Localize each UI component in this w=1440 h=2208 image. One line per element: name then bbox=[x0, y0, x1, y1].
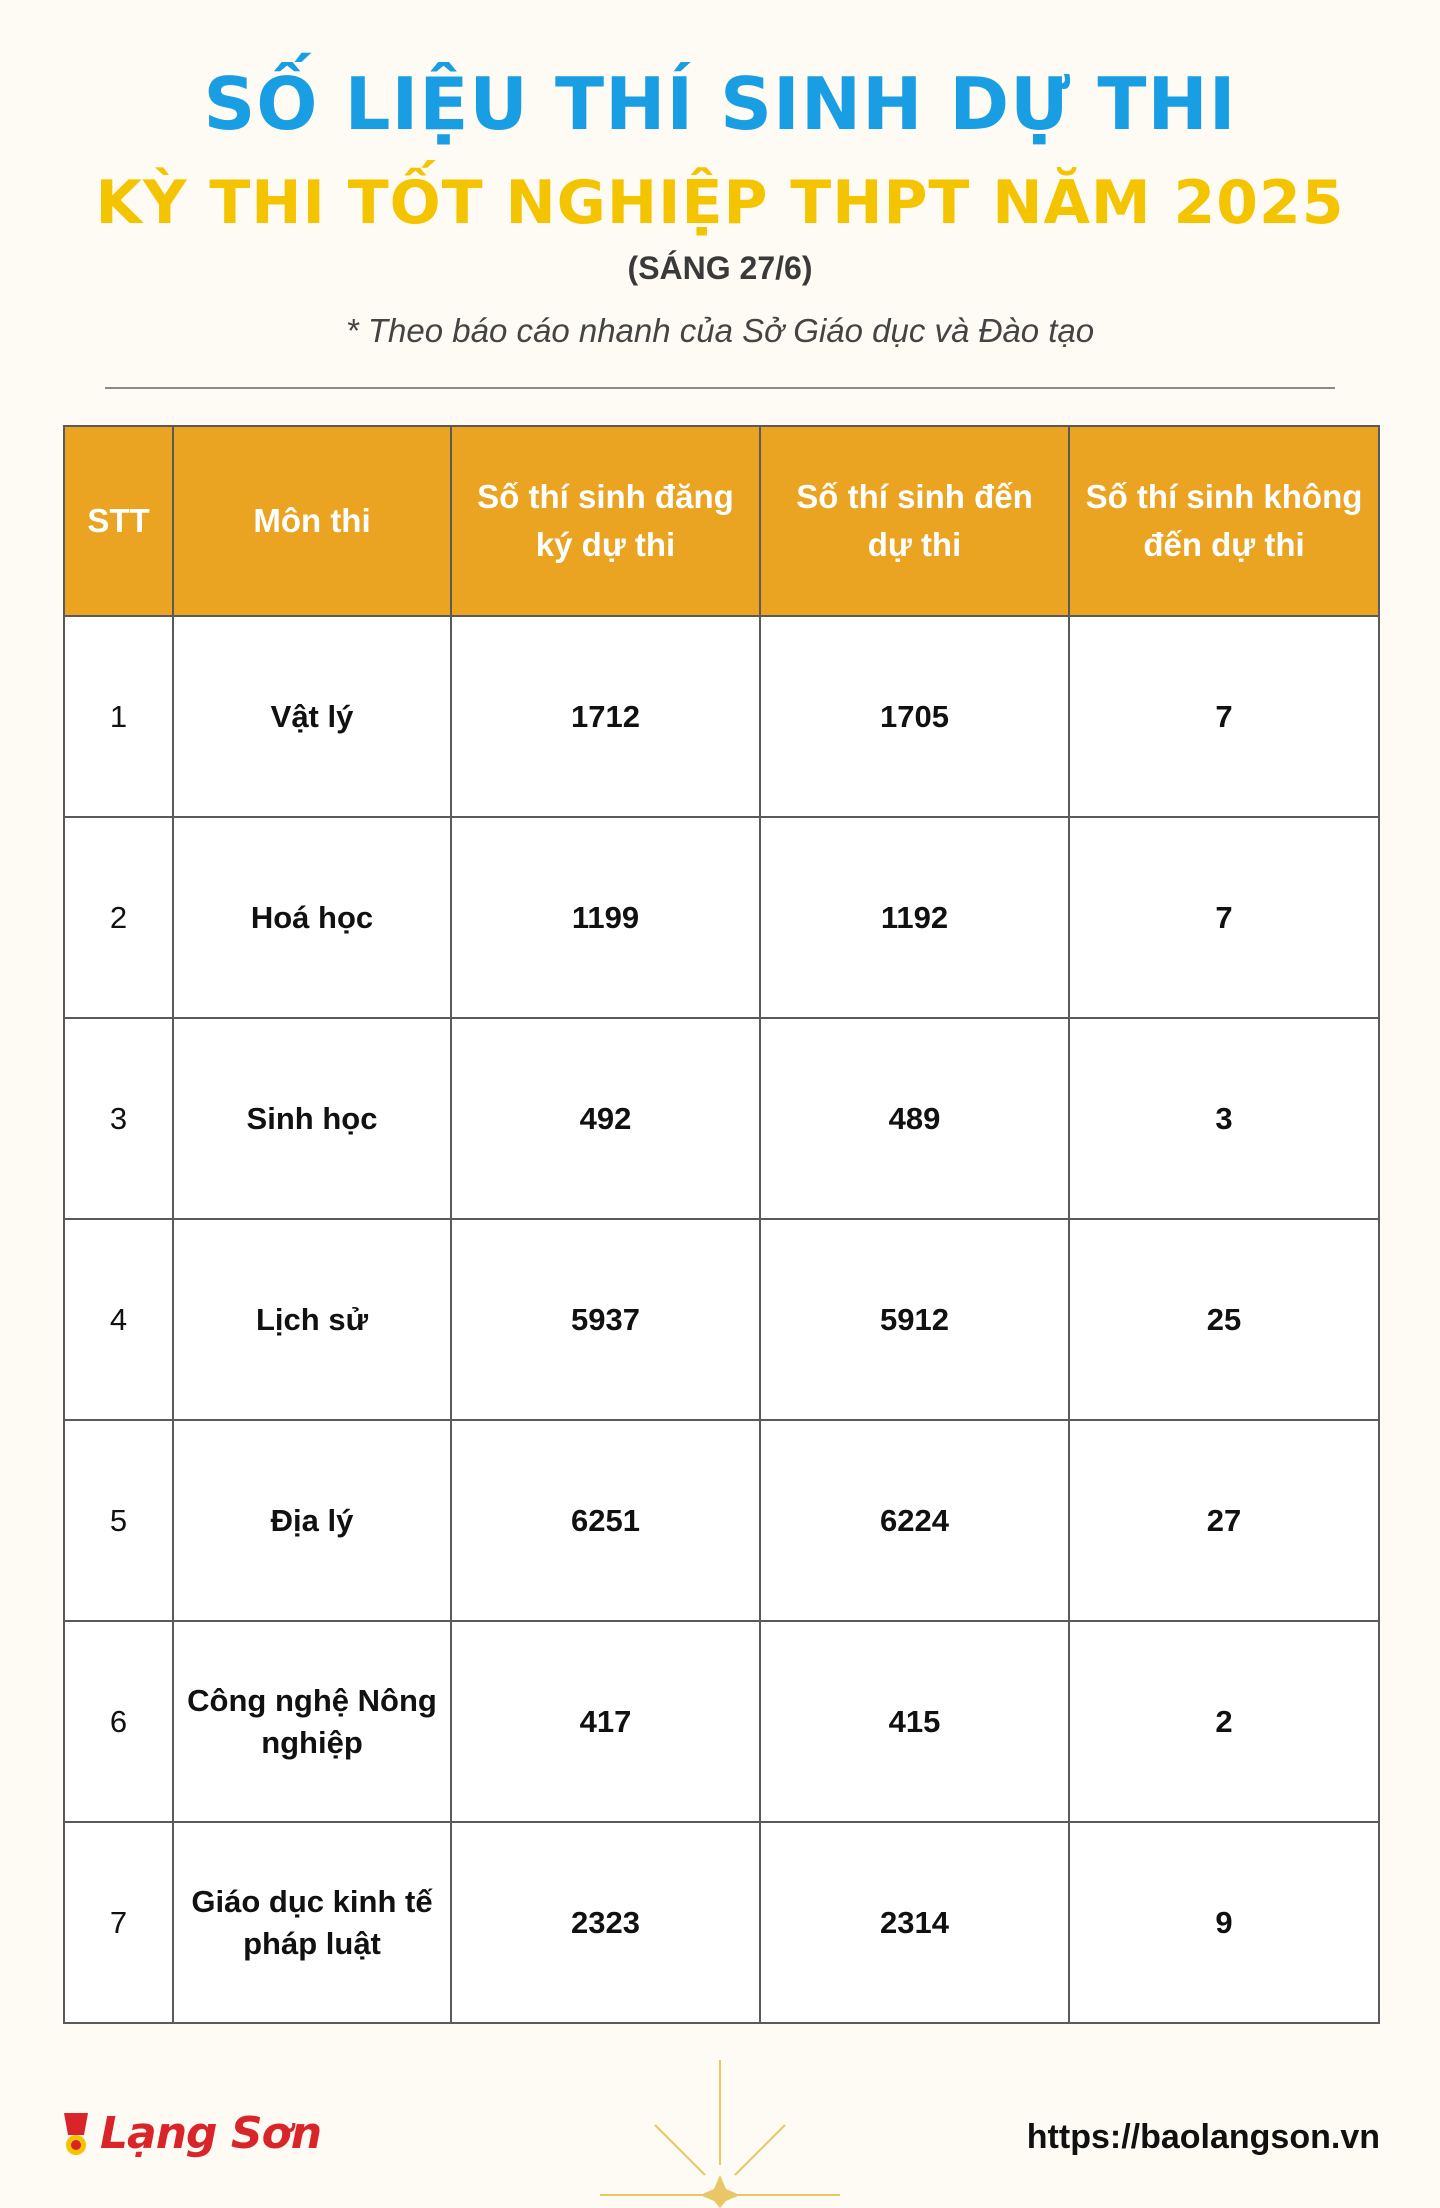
table-row bbox=[64, 616, 1379, 817]
brand-logo[interactable] bbox=[60, 2108, 321, 2159]
cell-registered: 6251 bbox=[451, 1420, 760, 1621]
cell-absent: 7 bbox=[1069, 616, 1379, 817]
cell-absent: 9 bbox=[1069, 1822, 1379, 2023]
table-row bbox=[64, 1621, 1379, 1822]
table-row bbox=[64, 1420, 1379, 1621]
cell-attended: 2314 bbox=[760, 1822, 1069, 2023]
cell-attended: 415 bbox=[760, 1621, 1069, 1822]
column-header-registered: Số thí sinh đăng ký dự thi bbox=[451, 426, 760, 616]
cell-registered: 2323 bbox=[451, 1822, 760, 2023]
cell-stt: 6 bbox=[64, 1621, 173, 1822]
cell-stt: 3 bbox=[64, 1018, 173, 1219]
table-header-row bbox=[64, 426, 1379, 616]
source-note: * Theo báo cáo nhanh của Sở Giáo dục và Đào tạo bbox=[345, 312, 1095, 349]
cell-attended: 1192 bbox=[760, 817, 1069, 1018]
website-link[interactable]: https://baolangson.vn bbox=[1026, 2118, 1380, 2156]
divider bbox=[105, 387, 1335, 389]
cell-absent: 2 bbox=[1069, 1621, 1379, 1822]
brand-name: Lạng Sơn bbox=[100, 2108, 322, 2159]
stats-table bbox=[63, 425, 1380, 2024]
cell-attended: 1705 bbox=[760, 616, 1069, 817]
column-header-attended: Số thí sinh đến dự thi bbox=[760, 426, 1069, 616]
cell-registered: 1712 bbox=[451, 616, 760, 817]
cell-subject: Hoá học bbox=[173, 817, 451, 1018]
cell-subject: Sinh học bbox=[173, 1018, 451, 1219]
cell-attended: 6224 bbox=[760, 1420, 1069, 1621]
column-header-subject: Môn thi bbox=[173, 426, 451, 616]
cell-registered: 492 bbox=[451, 1018, 760, 1219]
table-row bbox=[64, 1018, 1379, 1219]
cell-registered: 5937 bbox=[451, 1219, 760, 1420]
cell-absent: 3 bbox=[1069, 1018, 1379, 1219]
cell-absent: 27 bbox=[1069, 1420, 1379, 1621]
cell-stt: 2 bbox=[64, 817, 173, 1018]
sparkle-decoration bbox=[520, 2055, 920, 2208]
cell-subject: Địa lý bbox=[173, 1420, 451, 1621]
cell-absent: 25 bbox=[1069, 1219, 1379, 1420]
page-title: SỐ LIỆU THÍ SINH DỰ THI bbox=[203, 62, 1237, 146]
cell-attended: 489 bbox=[760, 1018, 1069, 1219]
column-header-stt: STT bbox=[64, 426, 173, 616]
cell-absent: 7 bbox=[1069, 817, 1379, 1018]
column-header-absent: Số thí sinh không đến dự thi bbox=[1069, 426, 1379, 616]
cell-subject: Vật lý bbox=[173, 616, 451, 817]
cell-subject: Công nghệ Nông nghiệp bbox=[173, 1621, 451, 1822]
cell-attended: 5912 bbox=[760, 1219, 1069, 1420]
date-label: (SÁNG 27/6) bbox=[627, 250, 813, 286]
cell-subject: Giáo dục kinh tế pháp luật bbox=[173, 1822, 451, 2023]
page-subtitle: KỲ THI TỐT NGHIỆP THPT NĂM 2025 bbox=[95, 168, 1345, 238]
cell-registered: 1199 bbox=[451, 817, 760, 1018]
emblem-icon bbox=[60, 2109, 92, 2159]
cell-stt: 4 bbox=[64, 1219, 173, 1420]
table-row bbox=[64, 817, 1379, 1018]
cell-subject: Lịch sử bbox=[173, 1219, 451, 1420]
table-row bbox=[64, 1219, 1379, 1420]
cell-registered: 417 bbox=[451, 1621, 760, 1822]
cell-stt: 1 bbox=[64, 616, 173, 817]
cell-stt: 7 bbox=[64, 1822, 173, 2023]
table-row bbox=[64, 1822, 1379, 2023]
cell-stt: 5 bbox=[64, 1420, 173, 1621]
